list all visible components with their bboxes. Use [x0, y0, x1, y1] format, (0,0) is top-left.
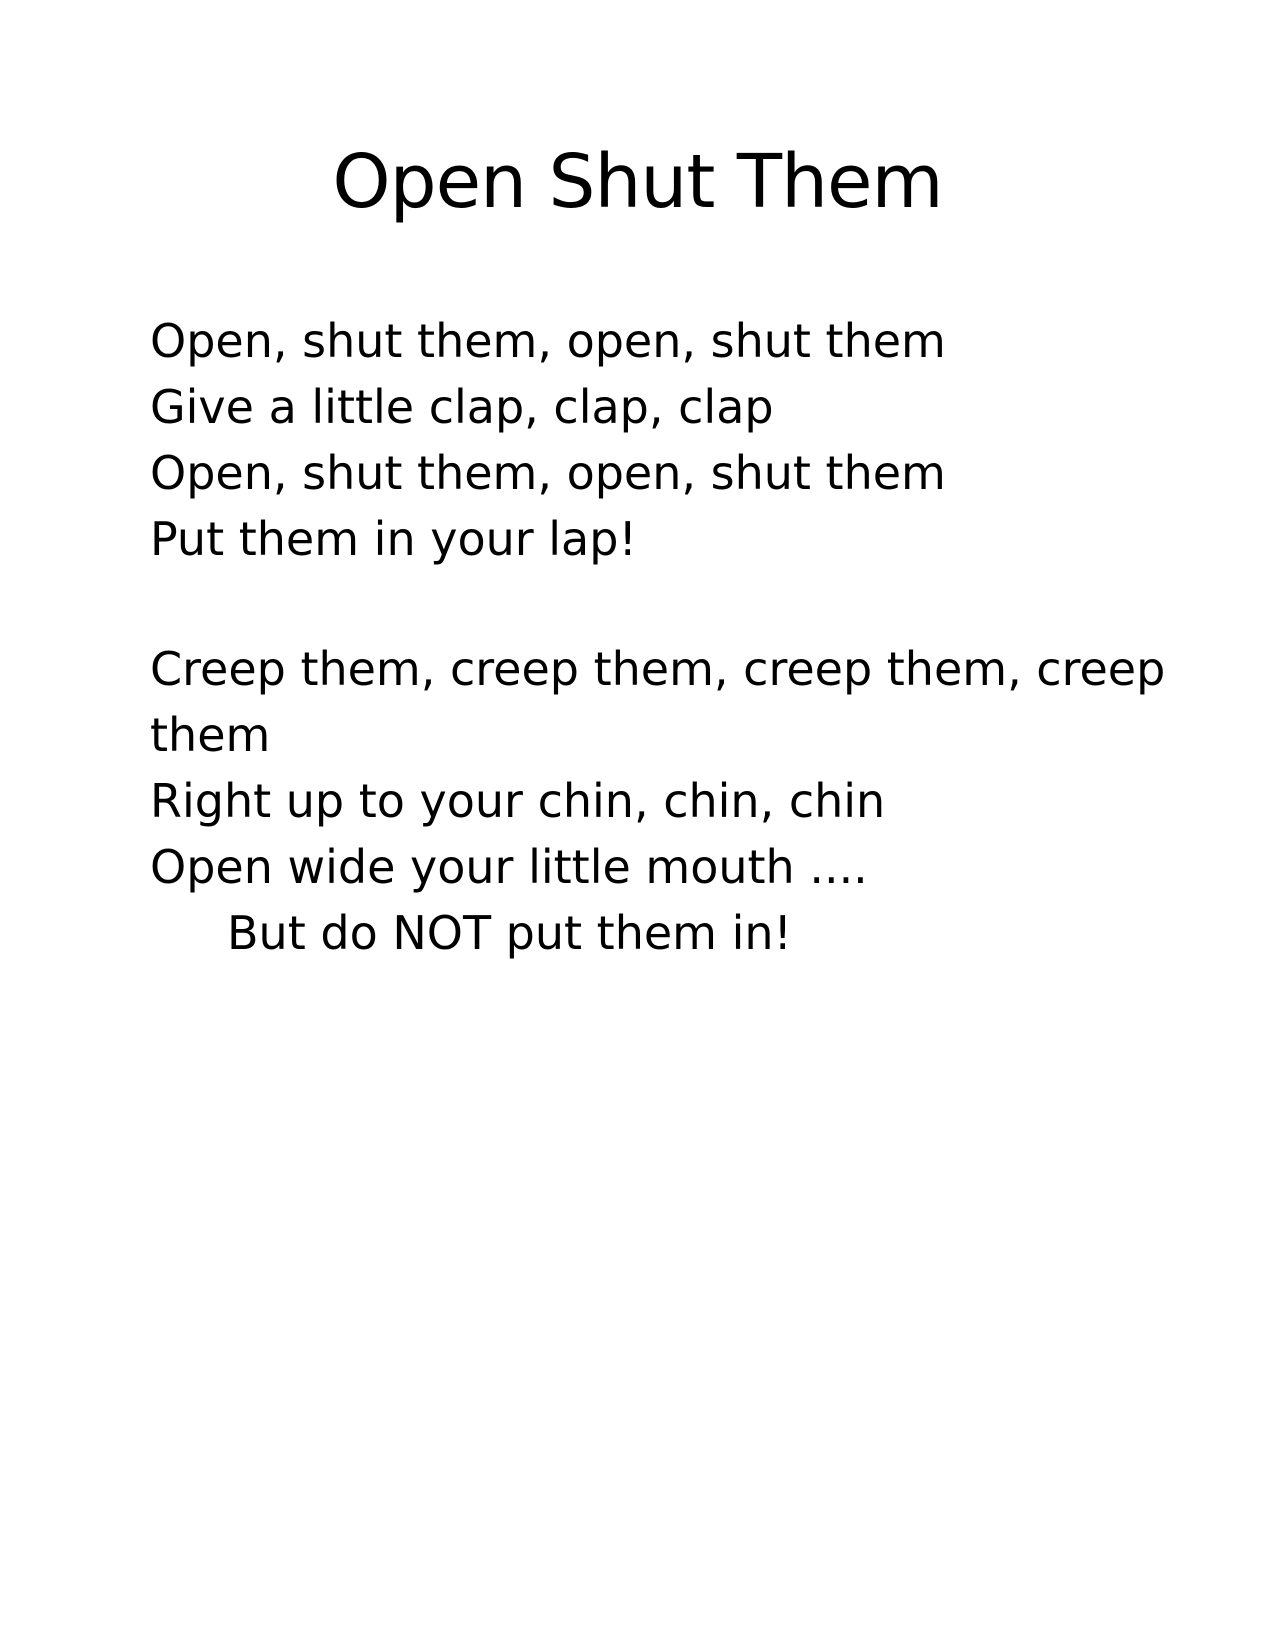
poem-line-indented: But do NOT put them in!: [227, 906, 792, 960]
stanza-1: [150, 308, 1150, 572]
poem-line: Open, shut them, open, shut them: [150, 446, 946, 500]
poem-line: Put them in your lap!: [150, 512, 637, 566]
poem-line: Give a little clap, clap, clap: [150, 380, 774, 434]
poem-line: Open wide your little mouth ....: [150, 840, 868, 894]
stanza-2: [150, 636, 1166, 966]
poem-title: Open Shut Them: [332, 139, 943, 225]
poem-line: Creep them, creep them, creep them, creep: [150, 642, 1166, 696]
poem-line: Right up to your chin, chin, chin: [150, 774, 886, 828]
poem-line: them: [150, 708, 271, 762]
poem-line: Open, shut them, open, shut them: [150, 314, 946, 368]
poem-body: [150, 308, 1166, 966]
